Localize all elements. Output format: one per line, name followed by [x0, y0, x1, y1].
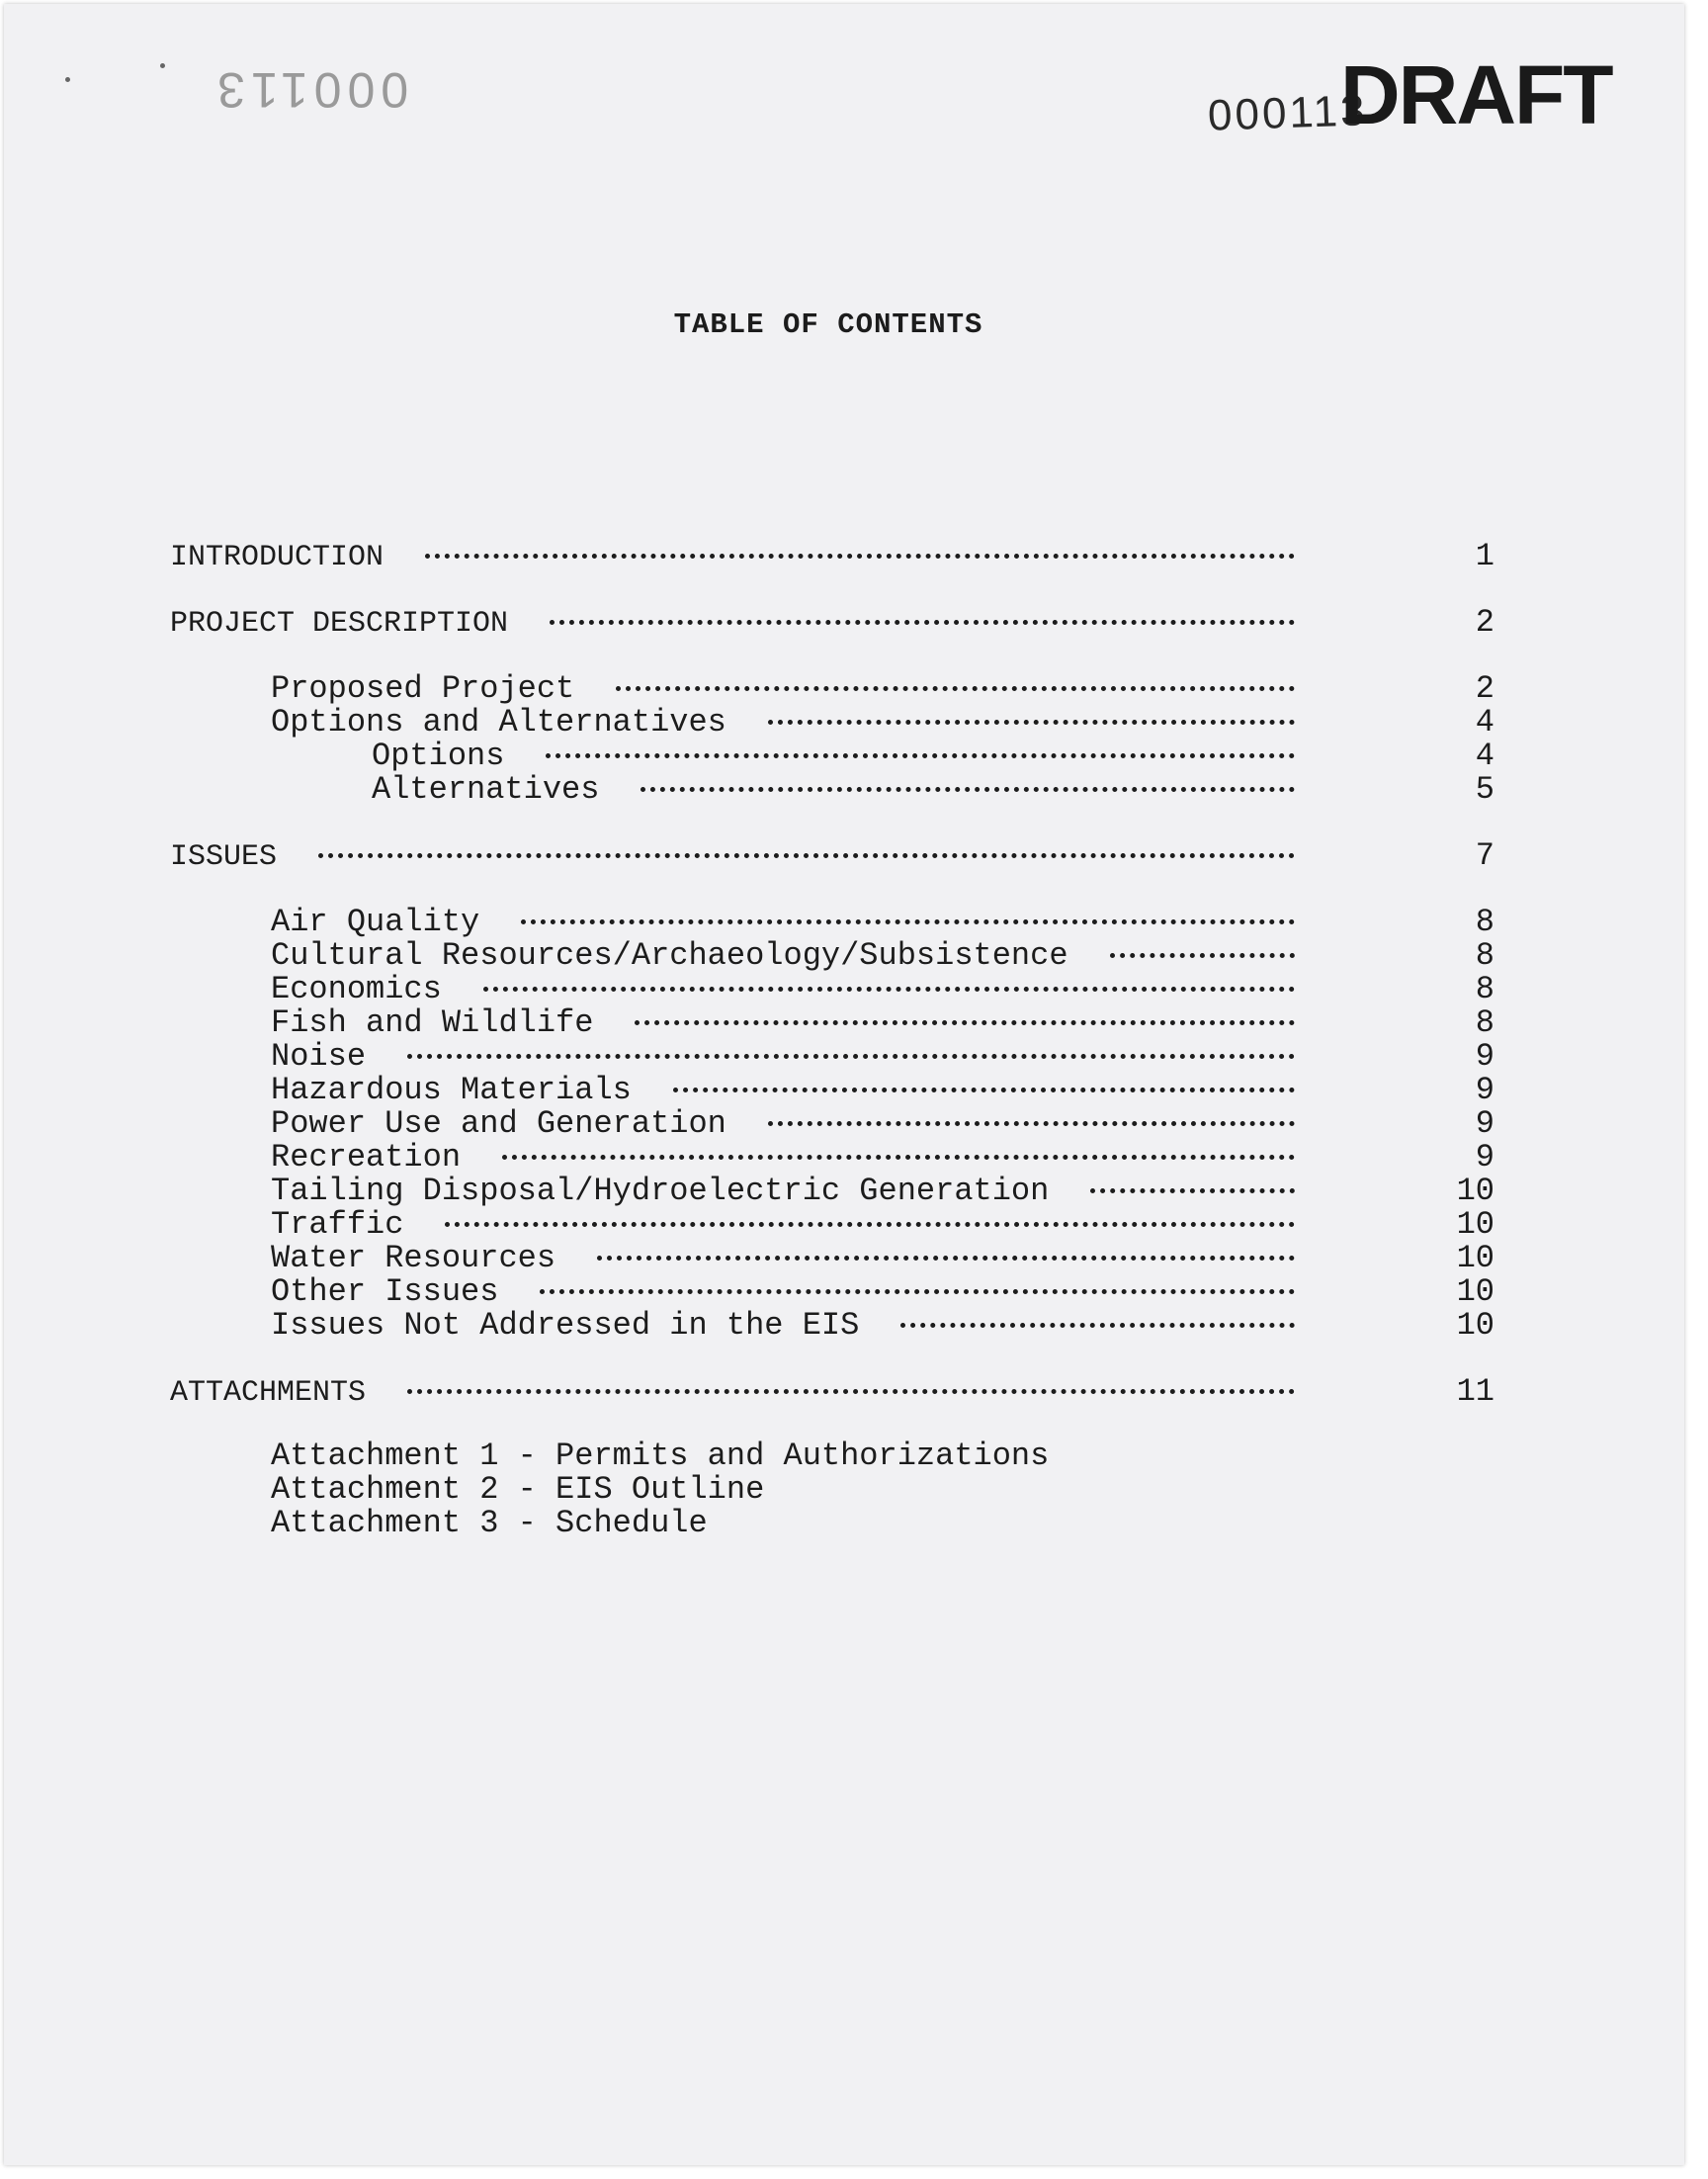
toc-entry-water-resources: [170, 1242, 1494, 1275]
dot-leader: [616, 686, 1295, 691]
toc-entry-label: Options and Alternatives: [271, 704, 726, 741]
document-number-stamp: 000113: [1207, 86, 1369, 140]
dot-leader: [502, 1155, 1295, 1160]
toc-entry-page: 2: [1475, 670, 1494, 707]
dot-leader: [900, 1323, 1295, 1328]
dot-leader: [483, 987, 1295, 992]
table-of-contents: [170, 540, 1494, 1409]
toc-title: TABLE OF CONTENTS: [673, 308, 983, 341]
scan-speck: [160, 63, 165, 68]
toc-entry-proposed-project: [170, 672, 1494, 706]
toc-entry-page: 10: [1456, 1307, 1494, 1344]
toc-entry-options: [170, 740, 1494, 773]
dot-leader: [318, 853, 1295, 858]
attachment-item: Attachment 2 - EIS Outline: [271, 1471, 765, 1508]
toc-entry-label: Issues Not Addressed in the EIS: [271, 1307, 860, 1344]
toc-entry-page: 2: [1475, 604, 1494, 641]
toc-entry-introduction: [170, 540, 1494, 573]
toc-entry-page: 5: [1475, 771, 1494, 808]
toc-entry-page: 4: [1475, 738, 1494, 774]
dot-leader: [1110, 953, 1295, 958]
toc-entry-page: 1: [1475, 538, 1494, 574]
toc-entry-issues-not-addressed: [170, 1309, 1494, 1343]
toc-entry-label: Recreation: [271, 1139, 462, 1176]
toc-entry-label: Power Use and Generation: [271, 1105, 726, 1142]
toc-entry-cultural-resources: [170, 939, 1494, 973]
toc-entry-air-quality: [170, 906, 1494, 939]
toc-entry-label: Alternatives: [372, 771, 600, 808]
dot-leader: [635, 1020, 1295, 1025]
dot-leader: [768, 720, 1295, 725]
toc-entry-page: 8: [1475, 971, 1494, 1007]
toc-entry-economics: [170, 973, 1494, 1006]
toc-entry-page: 9: [1475, 1038, 1494, 1075]
dot-leader: [425, 554, 1295, 559]
toc-entry-label: Other Issues: [271, 1273, 499, 1310]
attachment-item: Attachment 3 - Schedule: [271, 1505, 708, 1541]
toc-entry-attachments: [170, 1375, 1494, 1409]
toc-entry-label: ISSUES: [170, 840, 278, 874]
toc-entry-label: Proposed Project: [271, 670, 575, 707]
toc-entry-label: Noise: [271, 1038, 367, 1075]
toc-entry-page: 11: [1456, 1373, 1494, 1410]
draft-stamp: DRAFT: [1340, 48, 1612, 141]
toc-entry-fish-and-wildlife: [170, 1006, 1494, 1040]
dot-leader: [407, 1389, 1295, 1394]
dot-leader: [597, 1256, 1295, 1261]
toc-entry-label: PROJECT DESCRIPTION: [170, 607, 509, 641]
dot-leader: [673, 1088, 1295, 1092]
dot-leader: [640, 787, 1295, 792]
toc-entry-recreation: [170, 1141, 1494, 1175]
toc-entry-page: 4: [1475, 704, 1494, 741]
mirrored-bleedthrough-number: 000113: [212, 62, 409, 118]
toc-entry-page: 9: [1475, 1139, 1494, 1176]
toc-entry-options-and-alternatives: [170, 706, 1494, 740]
dot-leader: [445, 1222, 1295, 1227]
toc-entry-label: Cultural Resources/Archaeology/Subsistence: [271, 937, 1068, 974]
toc-entry-label: Air Quality: [271, 904, 480, 940]
toc-entry-page: 10: [1456, 1273, 1494, 1310]
dot-leader: [521, 919, 1295, 924]
toc-entry-page: 8: [1475, 937, 1494, 974]
toc-entry-label: INTRODUCTION: [170, 541, 384, 574]
toc-entry-page: 10: [1456, 1240, 1494, 1276]
toc-entry-page: 7: [1475, 837, 1494, 874]
toc-entry-label: Hazardous Materials: [271, 1072, 632, 1108]
dot-leader: [768, 1121, 1295, 1126]
toc-entry-tailing-disposal: [170, 1175, 1494, 1208]
toc-entry-label: Water Resources: [271, 1240, 556, 1276]
toc-entry-label: Tailing Disposal/Hydroelectric Generation: [271, 1173, 1050, 1209]
toc-entry-page: 9: [1475, 1072, 1494, 1108]
attachments-list: [271, 1439, 1049, 1540]
toc-entry-power-use: [170, 1107, 1494, 1141]
toc-entry-label: Economics: [271, 971, 442, 1007]
attachment-item: Attachment 1 - Permits and Authorizations: [271, 1438, 1050, 1474]
dot-leader: [540, 1289, 1295, 1294]
toc-entry-label: Options: [372, 738, 505, 774]
toc-entry-page: 8: [1475, 1004, 1494, 1041]
toc-entry-alternatives: [170, 773, 1494, 807]
toc-entry-noise: [170, 1040, 1494, 1074]
toc-entry-label: Traffic: [271, 1206, 404, 1243]
toc-entry-other-issues: [170, 1275, 1494, 1309]
document-page: [4, 4, 1684, 2165]
scan-speck: [65, 77, 70, 82]
dot-leader: [550, 620, 1295, 625]
toc-entry-label: ATTACHMENTS: [170, 1376, 367, 1410]
toc-entry-label: Fish and Wildlife: [271, 1004, 594, 1041]
toc-entry-page: 9: [1475, 1105, 1494, 1142]
toc-entry-hazardous-materials: [170, 1074, 1494, 1107]
dot-leader: [546, 753, 1295, 758]
dot-leader: [407, 1054, 1295, 1059]
dot-leader: [1090, 1188, 1295, 1193]
toc-entry-issues: [170, 839, 1494, 873]
toc-entry-page: 10: [1456, 1206, 1494, 1243]
toc-entry-project-description: [170, 606, 1494, 640]
toc-entry-traffic: [170, 1208, 1494, 1242]
toc-entry-page: 8: [1475, 904, 1494, 940]
toc-entry-page: 10: [1456, 1173, 1494, 1209]
